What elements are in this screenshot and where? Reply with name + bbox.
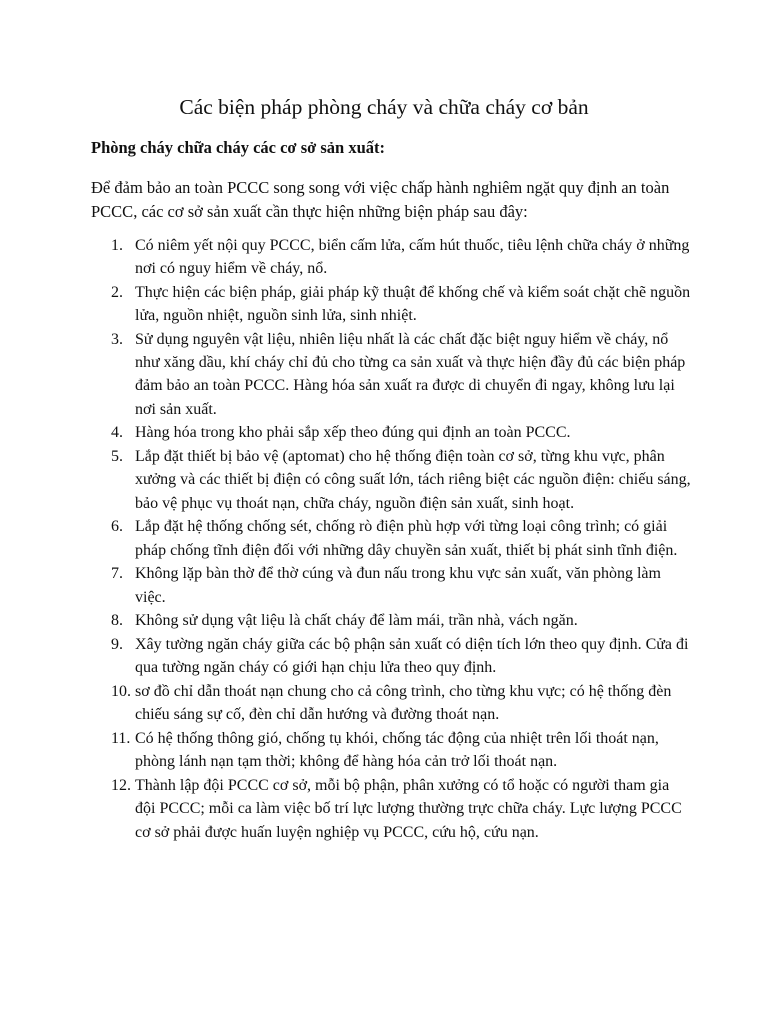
document-title: Các biện pháp phòng cháy và chữa cháy cơ bản [179,95,589,119]
list-item-text: Lắp đặt hệ thống chống sét, chống rò điện phù hợp với từng loại công trình; có giải pháp chống tĩnh điện đối với những dây chuyền sản xuất, thiết bị phát sinh tĩnh điện. [135,518,678,559]
list-item-text: sơ đồ chỉ dẫn thoát nạn chung cho cả công trình, cho từng khu vực; có hệ thống đèn chiếu sáng sự cố, đèn chỉ dẫn hướng và đường thoát nạn. [135,683,672,724]
list-item [91,421,691,444]
list-item-number: 4. [111,424,123,442]
intro-paragraph: Để đảm bảo an toàn PCCC song song với việc chấp hành nghiêm ngặt quy định an toàn PCCC, các cơ sở sản xuất cần thực hiện những biện pháp sau đây: [91,178,670,221]
list-item [91,328,691,421]
list-item-number: 3. [111,331,123,348]
list-item-text: Thực hiện các biện pháp, giải pháp kỹ thuật để khống chế và kiểm soát chặt chẽ nguồn lửa, nguồn nhiệt, nguồn sinh lửa, sinh nhiệt. [135,284,691,325]
list-item [91,633,691,679]
measures-list [91,234,691,844]
list-item [91,680,691,726]
list-item-text: Hàng hóa trong kho phải sắp xếp theo đúng qui định an toàn PCCC. [135,424,571,442]
list-item-number: 6. [111,518,123,536]
list-item [91,562,691,608]
list-item-number: 9. [111,636,123,654]
list-item-number: 5. [111,448,123,466]
list-item-number: 2. [111,284,123,301]
list-item [91,515,691,561]
list-item-text: Không lặp bàn thờ để thờ cúng và đun nấu trong khu vực sản xuất, văn phòng làm việc. [135,565,661,606]
list-item-text: Thành lập đội PCCC cơ sở, mỗi bộ phận, phân xưởng có tổ hoặc có người tham gia đội PCCC; mỗi ca làm việc bố trí lực lượng thường trực chữa cháy. Lực lượng PCCC cơ sở phải được huấn luyện nghiệp vụ PCCC, cứu hộ, cứu nạn. [135,777,682,841]
list-item-number: 8. [111,612,123,630]
list-item-number: 1. [111,237,123,254]
list-item-text: Lắp đặt thiết bị bảo vệ (aptomat) cho hệ thống điện toàn cơ sở, từng khu vực, phân xưởng và các thiết bị điện có công suất lớn, tách riêng biệt các nguồn điện: chiếu sáng, bảo vệ phục vụ thoát nạn, chữa cháy, nguồn điện sản xuất, sinh hoạt. [135,448,691,512]
list-item-number: 12. [111,777,131,795]
list-item-number: 11. [111,730,131,748]
list-item-text: Không sử dụng vật liệu là chất cháy để làm mái, trần nhà, vách ngăn. [135,612,578,630]
list-item [91,609,691,632]
list-item-text: Xây tường ngăn cháy giữa các bộ phận sản xuất có diện tích lớn theo quy định. Cửa đi qua tường ngăn cháy có giới hạn chịu lửa theo quy định. [135,636,689,677]
list-item [91,234,691,280]
list-item [91,774,691,844]
list-item-text: Sử dụng nguyên vật liệu, nhiên liệu nhất là các chất đặc biệt nguy hiểm về cháy, nổ như xăng dầu, khí cháy chỉ đủ cho từng ca sản xuất và thực hiện đầy đủ các biện pháp đảm bảo an toàn PCCC. Hàng hóa sản xuất ra được di chuyển đi ngay, không lưu lại nơi sản xuất. [135,331,686,418]
list-item [91,281,691,327]
list-item-text: Có niêm yết nội quy PCCC, biển cấm lửa, cấm hút thuốc, tiêu lệnh chữa cháy ở những nơi có nguy hiểm về cháy, nổ. [135,237,690,278]
list-item [91,727,691,773]
section-heading: Phòng cháy chữa cháy các cơ sở sản xuất: [91,138,386,157]
list-item [91,445,691,515]
list-item-number: 10. [111,683,131,701]
list-item-text: Có hệ thống thông gió, chống tụ khói, chống tác động của nhiệt trên lối thoát nạn, phòng lánh nạn tạm thời; không để hàng hóa cản trở lối thoát nạn. [135,730,659,771]
list-item-number: 7. [111,565,123,583]
